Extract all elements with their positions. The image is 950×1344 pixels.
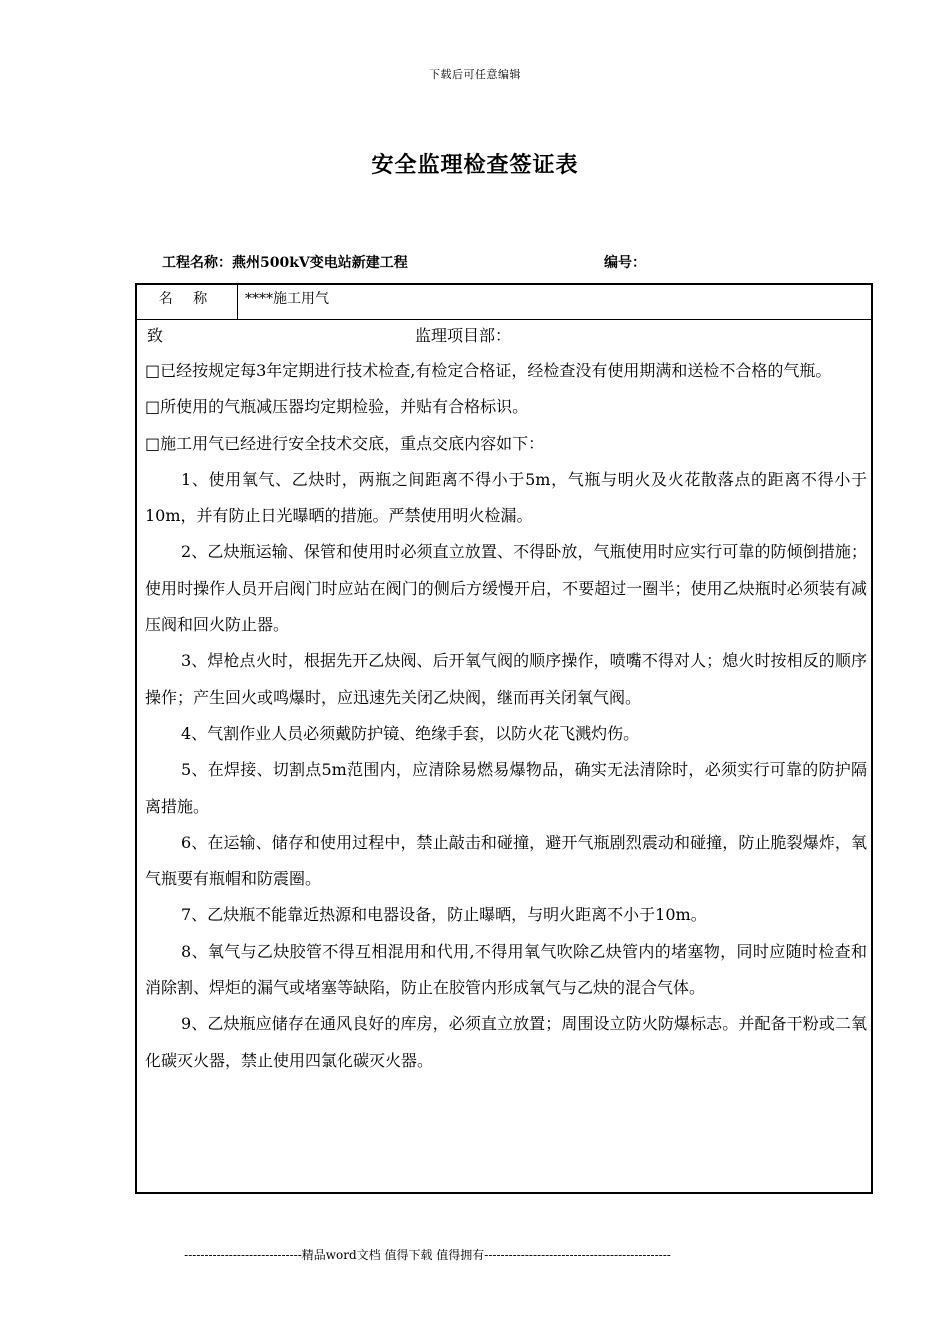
header-note: 下载后可任意编辑 [429,68,521,81]
project-name: 工程名称：燕州500kV变电站新建工程 [162,255,408,271]
check-item: □所使用的气瓶减压器均定期检验，并贴有合格标识。 [145,397,529,417]
name-value: ****施工用气 [245,291,329,307]
salutation [145,321,867,353]
safety-item: 9、乙炔瓶应储存在通风良好的库房，必须直立放置；周围设立防火防爆标志。并配备干粉或二氧化碳灭火器，禁止使用四氯化碳灭火器。 [145,1014,867,1070]
safety-item: 2、乙炔瓶运输、保管和使用时必须直立放置、不得卧放，气瓶使用时应实行可靠的防倾倒措施；使用时操作人员开启阀门时应站在阀门的侧后方缓慢开启，不要超过一圈半；使用乙炔瓶时必须装有减压阀和回火防止器。 [145,542,867,635]
salutation-to: 致 [147,326,164,345]
serial-number-label: 编号： [604,255,646,271]
check-item: □施工用气已经进行安全技术交底，重点交底内容如下： [145,433,545,453]
safety-item: 8、氧气与乙炔胶管不得互相混用和代用,不得用氧气吹除乙炔管内的堵塞物，同时应随时检查和消除割、焊炬的漏气或堵塞等缺陷，防止在胶管内形成氧气与乙炔的混合气体。 [145,941,867,998]
page-title: 安全监理检查签证表 [371,152,579,178]
safety-item: 4、气割作业人员必须戴防护镜、绝缘手套，以防火花飞溅灼伤。 [181,723,640,743]
safety-item: 5、在焊接、切割点5m范围内，应清除易燃易爆物品，确实无法清除时，必须实行可靠的防护隔离措施。 [145,760,867,816]
check-item: □已经按规定每3年定期进行技术检查,有检定合格证，经检查没有使用期满和送检不合格的气瓶。 [145,361,832,380]
name-label: 名 称 [137,285,238,319]
form-content [145,321,867,1079]
safety-item: 7、乙炔瓶不能靠近热源和电器设备，防止曝晒，与明火距离不小于10m。 [181,905,707,925]
name-row [137,285,871,320]
footer-note: -----------------------------精品word文档 值得下载 值得拥有---------------------------------------------- [184,1248,671,1262]
inspection-form-table [135,283,873,1194]
salutation-dept: 监理项目部： [415,326,512,345]
safety-item: 1、使用氧气、乙炔时，两瓶之间距离不得小于5m，气瓶与明火及火花散落点的距离不得小于10m，并有防止日光曝晒的措施。严禁使用明火检漏。 [145,469,867,526]
safety-item: 6、在运输、储存和使用过程中，禁止敲击和碰撞，避开气瓶剧烈震动和碰撞，防止脆裂爆炸，氧气瓶要有瓶帽和防震圈。 [145,832,867,889]
safety-item: 3、焊枪点火时，根据先开乙炔阀、后开氧气阀的顺序操作，喷嘴不得对人；熄火时按相反的顺序操作；产生回火或鸣爆时，应迅速先关闭乙炔阀，继而再关闭氧气阀。 [145,651,867,707]
